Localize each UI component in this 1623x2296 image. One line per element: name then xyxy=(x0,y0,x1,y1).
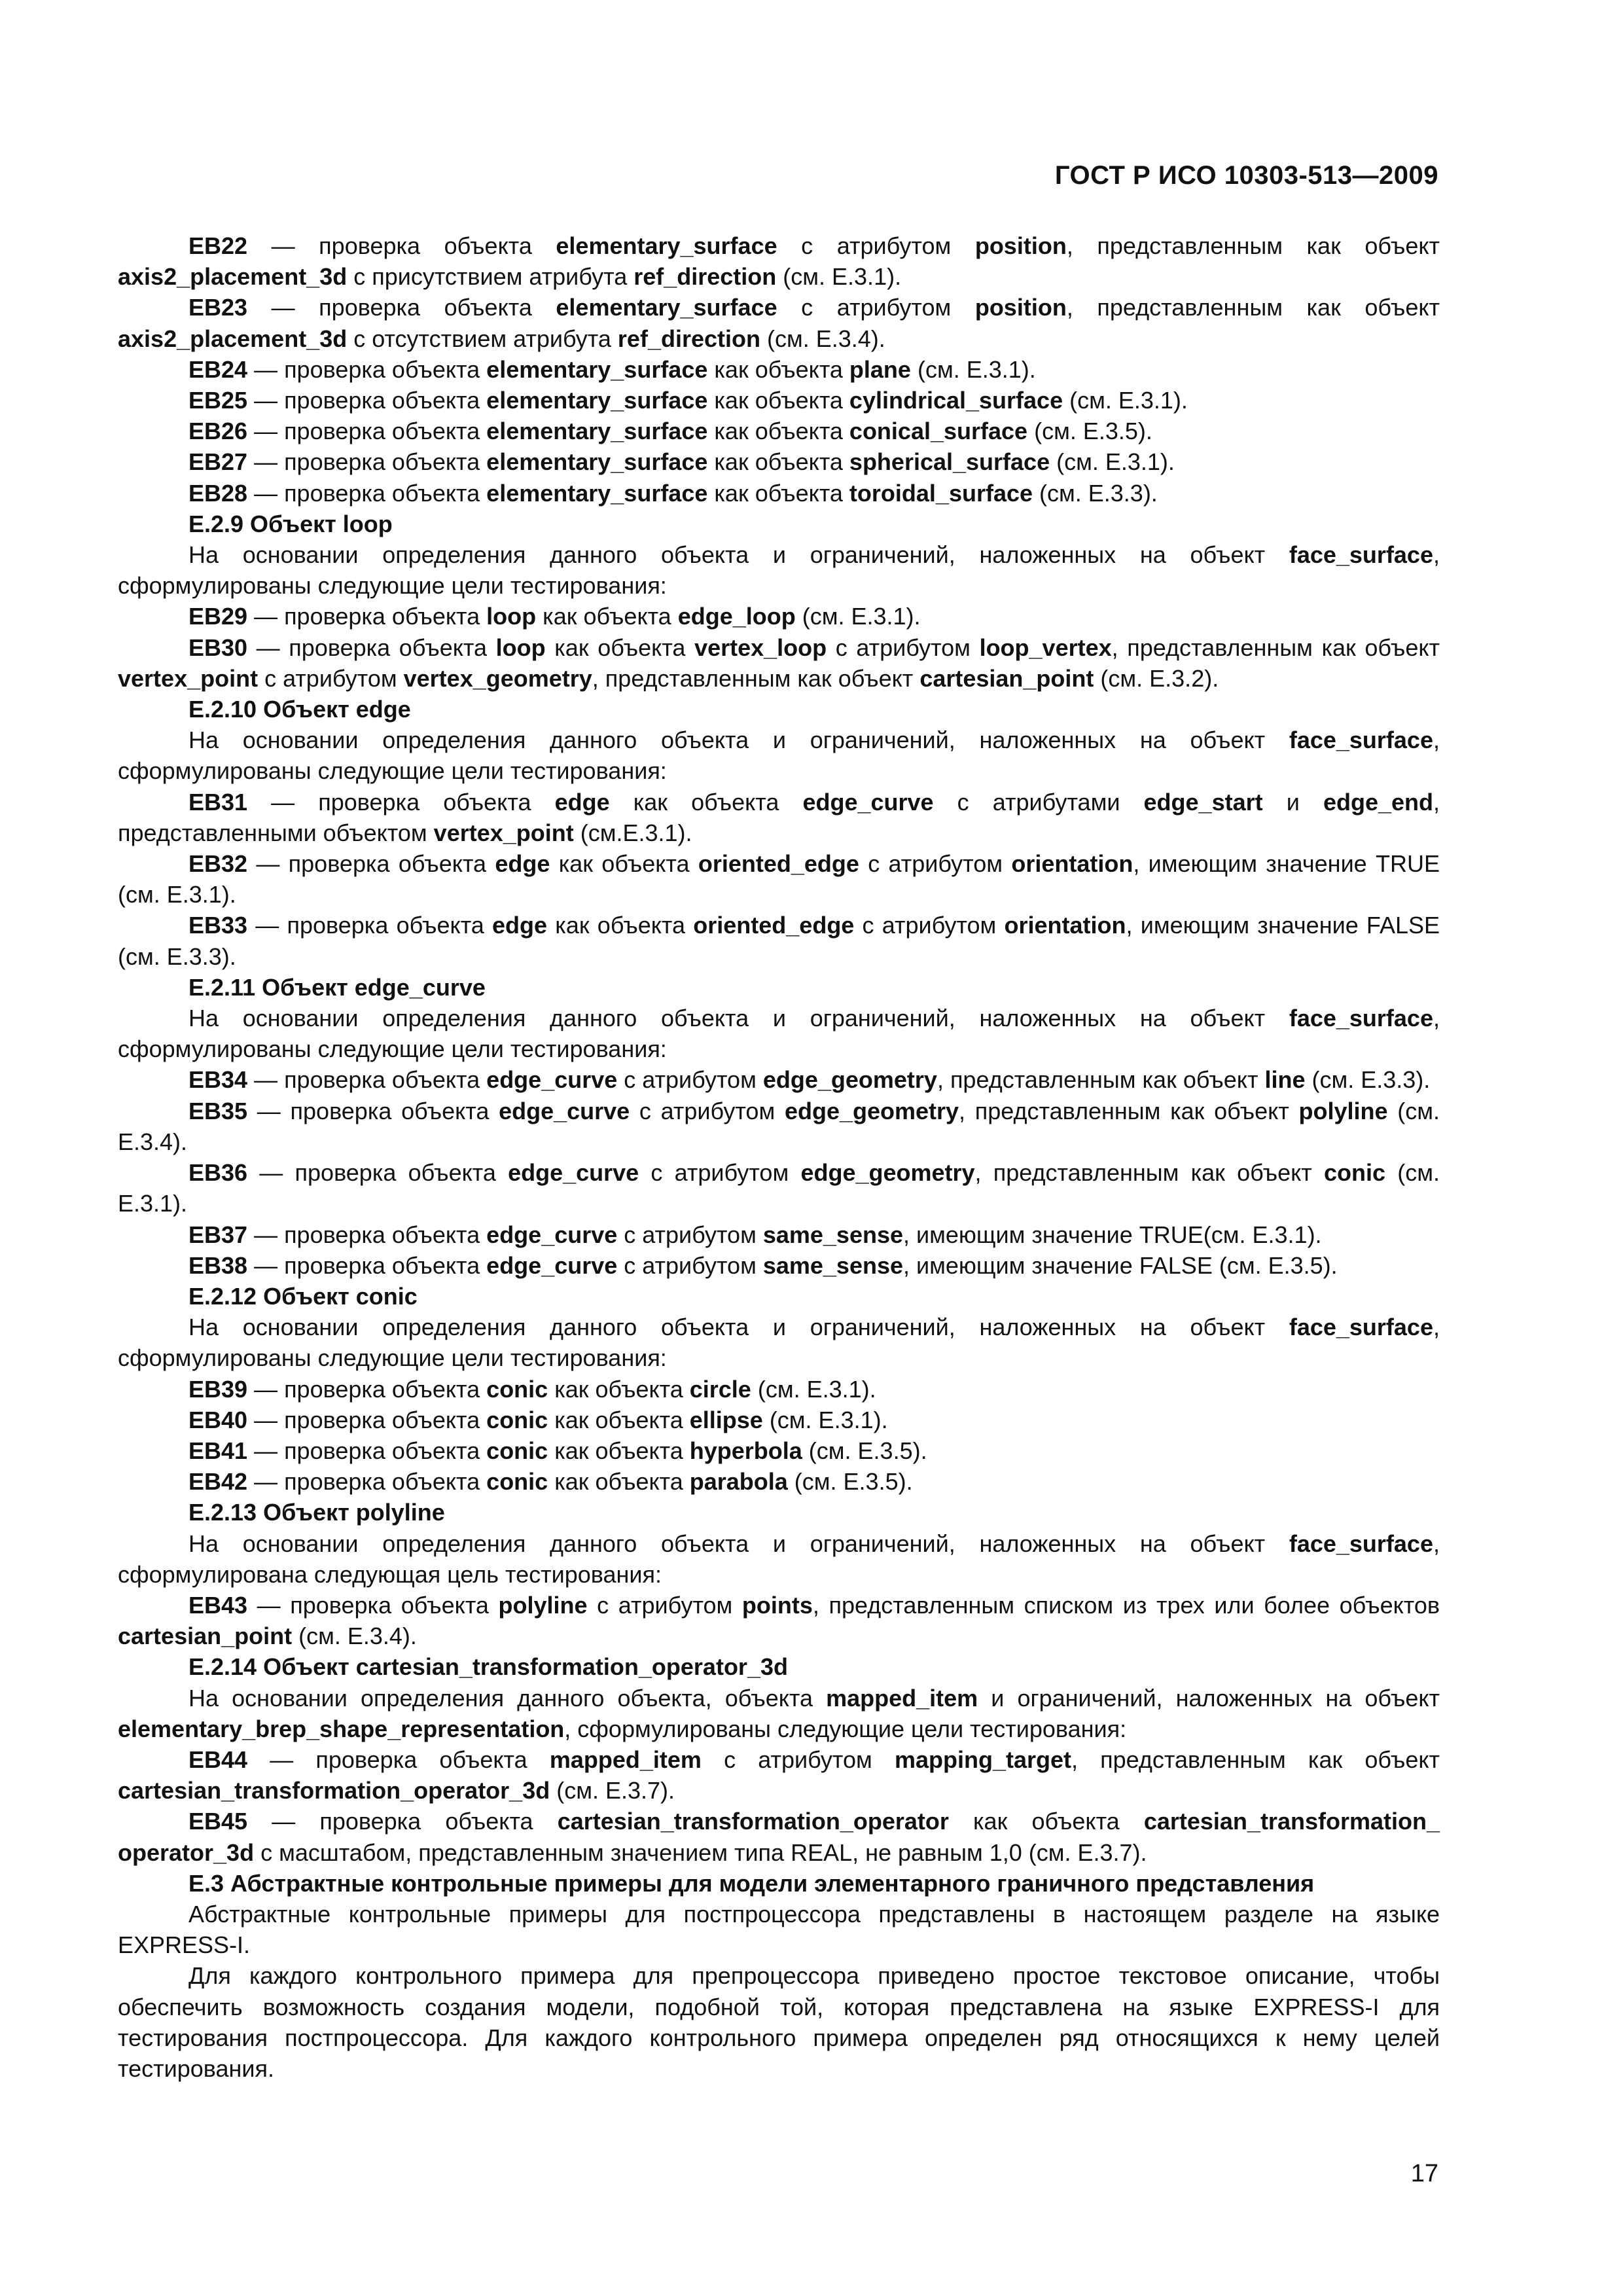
bold-term: mapped_item xyxy=(826,1684,978,1712)
bold-term: face_surface xyxy=(1289,541,1433,569)
bold-term: edge_geometry xyxy=(800,1159,975,1187)
paragraph xyxy=(118,1312,1440,1373)
bold-term: EB34 xyxy=(188,1066,248,1094)
text-run: — проверка объекта xyxy=(247,479,487,507)
paragraph xyxy=(118,1219,1440,1250)
text-run: Для каждого контрольного примера для препроцессора приведено простое текстовое описание, чтобы обеспечить возможность создания модели, подобной той, которая представлена на языке EXPRESS-I для тестирования постпроцессора. Для каждого контрольного примера определен ряд относящихся к нему целей тестирования. xyxy=(118,1962,1440,2082)
text-run: — проверка объекта xyxy=(247,232,556,259)
bold-term: EB30 xyxy=(188,634,248,661)
paragraph xyxy=(118,1157,1440,1219)
paragraph xyxy=(118,416,1440,446)
text-run: (см. E.3.4). xyxy=(292,1623,417,1650)
text-run: — проверка объекта xyxy=(247,448,487,476)
text-run: с атрибутом xyxy=(859,850,1012,878)
text-run: , сформулированы следующие цели тестирования: xyxy=(118,1005,1440,1063)
bold-term: vertex_loop xyxy=(694,634,827,661)
bold-term: EB35 xyxy=(188,1097,248,1124)
text-run: , представленными объектом xyxy=(118,788,1440,846)
text-run: как объекта xyxy=(548,1406,690,1433)
bold-term: elementary_surface xyxy=(486,418,708,445)
paragraph xyxy=(118,1405,1440,1435)
bold-term: vertex_point xyxy=(433,819,574,846)
bold-term: EB28 xyxy=(188,479,248,507)
text-run: как объекта xyxy=(536,603,678,630)
paragraph xyxy=(118,632,1440,694)
text-run: (см. E.3.1). xyxy=(751,1375,876,1403)
bold-term: vertex_point xyxy=(118,664,259,692)
section-heading xyxy=(118,972,1440,1003)
paragraph xyxy=(118,478,1440,509)
text-run: — проверка объекта xyxy=(247,1468,487,1496)
paragraph xyxy=(118,1683,1440,1744)
bold-term: ref_direction xyxy=(633,263,777,291)
text-run: — проверка объекта xyxy=(247,1251,487,1279)
bold-term: face_surface xyxy=(1289,1005,1433,1032)
bold-term: EB36 xyxy=(188,1159,248,1187)
page-number: 17 xyxy=(1410,2160,1438,2187)
text-run: — проверка объекта xyxy=(247,355,487,383)
document-body xyxy=(118,230,1440,2084)
paragraph xyxy=(118,1960,1440,2084)
paragraph xyxy=(118,1250,1440,1281)
text-run: , сформулированы следующие цели тестирования: xyxy=(118,1314,1440,1372)
page-header-standard-code: ГОСТ Р ИСО 10303-513—2009 xyxy=(1054,161,1438,190)
bold-term: face_surface xyxy=(1289,726,1433,754)
section-heading xyxy=(118,1868,1440,1899)
text-run: как объекта xyxy=(548,1437,690,1464)
text-run: (см. E.3.1). xyxy=(762,1406,888,1433)
text-run: , представленным списком из трех или более объектов xyxy=(812,1591,1440,1619)
text-run: как объекта xyxy=(707,387,849,414)
text-run: (см. E.3.1). xyxy=(776,263,902,291)
bold-term: conical_surface xyxy=(849,418,1028,445)
paragraph xyxy=(118,1096,1440,1157)
text-run: На основании определения данного объекта и ограничений, наложенных на объект xyxy=(188,1530,1289,1557)
text-run: , имеющим значение FALSE (см. E.3.3). xyxy=(118,912,1440,970)
text-run: (см. E.3.2). xyxy=(1094,664,1219,692)
text-run: и ограничений, наложенных на объект xyxy=(978,1684,1440,1712)
bold-term: position xyxy=(974,294,1067,321)
text-run: (см.E.3.1). xyxy=(573,819,692,846)
text-run: , сформулированы следующие цели тестирования: xyxy=(118,541,1440,600)
text-run: (см. E.3.1). xyxy=(1050,448,1175,476)
bold-term: edge_curve xyxy=(802,788,934,816)
text-run: (см. E.3.5). xyxy=(787,1468,913,1496)
paragraph xyxy=(118,1435,1440,1466)
bold-term: cartesian_transformation_ operator_3d xyxy=(118,1808,1440,1866)
text-run: с атрибутом xyxy=(617,1221,763,1248)
bold-term: EB38 xyxy=(188,1251,248,1279)
bold-term: face_surface xyxy=(1289,1530,1433,1557)
section-heading xyxy=(118,1497,1440,1528)
text-run: — проверка объекта xyxy=(247,1221,487,1248)
paragraph xyxy=(118,601,1440,632)
paragraph xyxy=(118,725,1440,786)
text-run: (см. E.3.7). xyxy=(550,1777,675,1804)
paragraph xyxy=(118,1466,1440,1497)
bold-term: line xyxy=(1264,1066,1306,1094)
text-run: с атрибутом xyxy=(827,634,980,661)
text-run: как объекта xyxy=(550,850,698,878)
text-run: — проверка объекта xyxy=(247,1437,487,1464)
paragraph xyxy=(118,446,1440,477)
bold-term: oriented_edge xyxy=(693,912,855,939)
bold-term: EB31 xyxy=(188,788,248,816)
paragraph xyxy=(118,354,1440,385)
paragraph xyxy=(118,385,1440,416)
text-run: — проверка объекта xyxy=(247,850,495,878)
bold-term: orientation xyxy=(1004,912,1126,939)
text-run: На основании определения данного объекта и ограничений, наложенных на объект xyxy=(188,1314,1289,1341)
text-run: с атрибутами xyxy=(933,788,1144,816)
bold-term: conic xyxy=(486,1437,548,1464)
text-run: — проверка объекта xyxy=(247,294,556,321)
bold-term: mapped_item xyxy=(549,1746,702,1773)
bold-term: parabola xyxy=(689,1468,788,1496)
text-run: , представленным как объект xyxy=(974,1159,1324,1187)
bold-term: loop xyxy=(486,603,537,630)
text-run: — проверка объекта xyxy=(247,387,487,414)
bold-term: EB32 xyxy=(188,850,248,878)
bold-term: edge xyxy=(554,788,610,816)
bold-term: EB23 xyxy=(188,294,248,321)
text-run: (см. E.3.4). xyxy=(118,1097,1440,1155)
text-run: и xyxy=(1262,788,1323,816)
text-run: с атрибутом xyxy=(630,1097,785,1124)
bold-term: EB45 xyxy=(188,1808,248,1835)
bold-term: ellipse xyxy=(689,1406,763,1433)
text-run: (см. E.3.1). xyxy=(1063,387,1188,414)
text-run: На основании определения данного объекта, объекта xyxy=(188,1684,827,1712)
text-run: с атрибутом xyxy=(701,1746,895,1773)
text-run: Абстрактные контрольные примеры для постпроцессора представлены в настоящем разделе на языке EXPRESS-I. xyxy=(118,1900,1440,1959)
text-run: — проверка объекта xyxy=(247,1159,508,1187)
bold-term: axis2_placement_3d xyxy=(118,263,348,291)
text-run: — проверка объекта xyxy=(247,1808,558,1835)
text-run: (см. E.3.1). xyxy=(795,603,921,630)
paragraph xyxy=(118,910,1440,971)
bold-term: edge_curve xyxy=(499,1097,630,1124)
text-run: (см. E.3.1). xyxy=(118,1159,1440,1217)
bold-term: EB37 xyxy=(188,1221,248,1248)
section-heading xyxy=(118,1281,1440,1312)
bold-term: elementary_brep_shape_representation xyxy=(118,1715,565,1742)
section-heading xyxy=(118,1651,1440,1682)
bold-term: E.2.10 Объект edge xyxy=(188,696,411,723)
text-run: — проверка объекта xyxy=(247,1375,487,1403)
text-run: с присутствием атрибута xyxy=(347,263,634,291)
bold-term: edge_curve xyxy=(486,1251,618,1279)
text-run: — проверка объекта xyxy=(247,1066,487,1094)
bold-term: cartesian_transformation_operator_3d xyxy=(118,1777,550,1804)
bold-term: loop xyxy=(495,634,546,661)
text-run: — проверка объекта xyxy=(247,912,493,939)
section-heading xyxy=(118,509,1440,539)
text-run: (см. E.3.4). xyxy=(760,325,885,352)
bold-term: elementary_surface xyxy=(556,232,777,259)
text-run: , представленным как объект xyxy=(959,1097,1299,1124)
text-run: , представленным как объект xyxy=(1066,294,1440,321)
text-run: как объекта xyxy=(707,479,849,507)
text-run: с атрибутом xyxy=(258,664,404,692)
bold-term: EB39 xyxy=(188,1375,248,1403)
text-run: с атрибутом xyxy=(617,1066,763,1094)
bold-term: E.2.12 Объект conic xyxy=(188,1282,418,1310)
text-run: , сформулирована следующая цель тестирования: xyxy=(118,1530,1440,1588)
text-run: как объекта xyxy=(545,634,695,661)
text-run: как объекта xyxy=(707,418,849,445)
bold-term: edge_curve xyxy=(486,1066,618,1094)
paragraph xyxy=(118,1899,1440,1960)
bold-term: ref_direction xyxy=(617,325,760,352)
text-run: , имеющим значение TRUE (см. E.3.1). xyxy=(118,850,1440,908)
bold-term: face_surface xyxy=(1289,1314,1433,1341)
bold-term: EB44 xyxy=(188,1746,248,1773)
bold-term: polyline xyxy=(1298,1097,1388,1124)
bold-term: oriented_edge xyxy=(698,850,859,878)
bold-term: conic xyxy=(1323,1159,1386,1187)
bold-term: points xyxy=(741,1591,813,1619)
bold-term: edge_geometry xyxy=(784,1097,959,1124)
bold-term: cartesian_point xyxy=(118,1623,293,1650)
text-run: , представленным как объект xyxy=(936,1066,1265,1094)
bold-term: E.3 Абстрактные контрольные примеры для модели элементарного граничного представления xyxy=(188,1869,1315,1897)
paragraph xyxy=(118,1590,1440,1651)
bold-term: position xyxy=(974,232,1067,259)
text-run: На основании определения данного объекта и ограничений, наложенных на объект xyxy=(188,726,1289,754)
paragraph xyxy=(118,1528,1440,1590)
text-run: , имеющим значение TRUE(см. E.3.1). xyxy=(903,1221,1322,1248)
paragraph xyxy=(118,292,1440,353)
text-run: , представленным как объект xyxy=(592,664,920,692)
text-run: как объекта xyxy=(547,912,694,939)
text-run: , представленным как объект xyxy=(1071,1746,1440,1773)
text-run: с атрибутом xyxy=(587,1591,742,1619)
text-run: (см. E.3.5). xyxy=(1027,418,1152,445)
paragraph xyxy=(118,230,1440,292)
text-run: На основании определения данного объекта и ограничений, наложенных на объект xyxy=(188,1005,1289,1032)
bold-term: edge_end xyxy=(1323,788,1433,816)
bold-term: EB41 xyxy=(188,1437,248,1464)
bold-term: mapping_target xyxy=(894,1746,1071,1773)
paragraph xyxy=(118,1374,1440,1405)
bold-term: edge_loop xyxy=(677,603,796,630)
bold-term: vertex_geometry xyxy=(403,664,592,692)
bold-term: EB40 xyxy=(188,1406,248,1433)
bold-term: edge_geometry xyxy=(762,1066,937,1094)
text-run: как объекта xyxy=(548,1375,690,1403)
paragraph xyxy=(118,1003,1440,1064)
paragraph xyxy=(118,1806,1440,1867)
bold-term: EB27 xyxy=(188,448,248,476)
bold-term: E.2.9 Объект loop xyxy=(188,510,393,537)
text-run: с атрибутом xyxy=(639,1159,801,1187)
text-run: с атрибутом xyxy=(777,294,975,321)
text-run: как объекта xyxy=(948,1808,1144,1835)
bold-term: elementary_surface xyxy=(486,387,708,414)
bold-term: hyperbola xyxy=(689,1437,802,1464)
bold-term: edge xyxy=(495,850,550,878)
text-run: (см. E.3.3). xyxy=(1305,1066,1431,1094)
paragraph xyxy=(118,539,1440,601)
bold-term: EB22 xyxy=(188,232,248,259)
bold-term: circle xyxy=(689,1375,751,1403)
text-run: — проверка объекта xyxy=(247,418,487,445)
text-run: как объекта xyxy=(548,1468,690,1496)
paragraph xyxy=(118,848,1440,910)
text-run: — проверка объекта xyxy=(247,788,555,816)
bold-term: edge_curve xyxy=(508,1159,639,1187)
bold-term: spherical_surface xyxy=(849,448,1050,476)
bold-term: toroidal_surface xyxy=(849,479,1033,507)
bold-term: cartesian_transformation_operator xyxy=(557,1808,949,1835)
bold-term: edge_curve xyxy=(486,1221,618,1248)
text-run: — проверка объекта xyxy=(247,1406,487,1433)
text-run: , сформулированы следующие цели тестирования: xyxy=(118,726,1440,785)
bold-term: EB26 xyxy=(188,418,248,445)
bold-term: EB29 xyxy=(188,603,248,630)
bold-term: conic xyxy=(486,1468,548,1496)
bold-term: axis2_placement_3d xyxy=(118,325,348,352)
text-run: — проверка объекта xyxy=(247,634,496,661)
text-run: , сформулированы следующие цели тестирования: xyxy=(564,1715,1127,1742)
text-run: как объекта xyxy=(707,448,849,476)
text-run: (см. E.3.1). xyxy=(910,355,1036,383)
text-run: , имеющим значение FALSE (см. E.3.5). xyxy=(903,1251,1338,1279)
bold-term: E.2.11 Объект edge_curve xyxy=(188,973,486,1001)
paragraph xyxy=(118,1744,1440,1806)
paragraph xyxy=(118,1064,1440,1095)
bold-term: same_sense xyxy=(762,1221,903,1248)
text-run: (см. E.3.3). xyxy=(1033,479,1158,507)
bold-term: same_sense xyxy=(762,1251,903,1279)
bold-term: polyline xyxy=(498,1591,588,1619)
text-run: с атрибутом xyxy=(854,912,1005,939)
bold-term: elementary_surface xyxy=(556,294,777,321)
text-run: — проверка объекта xyxy=(247,1746,550,1773)
bold-term: EB33 xyxy=(188,912,248,939)
bold-term: E.2.13 Объект polyline xyxy=(188,1499,445,1526)
bold-term: plane xyxy=(849,355,911,383)
text-run: , представленным как объект xyxy=(1066,232,1440,259)
text-run: с атрибутом xyxy=(777,232,975,259)
text-run: — проверка объекта xyxy=(247,603,487,630)
text-run: — проверка объекта xyxy=(247,1591,499,1619)
bold-term: cartesian_point xyxy=(919,664,1094,692)
bold-term: orientation xyxy=(1011,850,1133,878)
bold-term: elementary_surface xyxy=(486,479,708,507)
bold-term: elementary_surface xyxy=(486,355,708,383)
text-run: как объекта xyxy=(609,788,803,816)
bold-term: EB43 xyxy=(188,1591,248,1619)
bold-term: EB42 xyxy=(188,1468,248,1496)
paragraph xyxy=(118,787,1440,848)
bold-term: cylindrical_surface xyxy=(849,387,1063,414)
bold-term: edge xyxy=(492,912,548,939)
text-run: с масштабом, представленным значением типа REAL, не равным 1,0 (см. E.3.7). xyxy=(254,1839,1147,1866)
bold-term: conic xyxy=(486,1406,548,1433)
text-run: На основании определения данного объекта и ограничений, наложенных на объект xyxy=(188,541,1289,569)
bold-term: EB24 xyxy=(188,355,248,383)
bold-term: E.2.14 Объект cartesian_transformation_operator_3d xyxy=(188,1653,788,1681)
text-run: — проверка объекта xyxy=(247,1097,499,1124)
text-run: с атрибутом xyxy=(617,1251,763,1279)
bold-term: EB25 xyxy=(188,387,248,414)
text-run: (см. E.3.5). xyxy=(802,1437,927,1464)
text-run: как объекта xyxy=(707,355,849,383)
section-heading xyxy=(118,694,1440,725)
bold-term: loop_vertex xyxy=(979,634,1112,661)
bold-term: conic xyxy=(486,1375,548,1403)
bold-term: edge_start xyxy=(1143,788,1263,816)
text-run: , представленным как объект xyxy=(1111,634,1440,661)
bold-term: elementary_surface xyxy=(486,448,708,476)
text-run: с отсутствием атрибута xyxy=(347,325,618,352)
